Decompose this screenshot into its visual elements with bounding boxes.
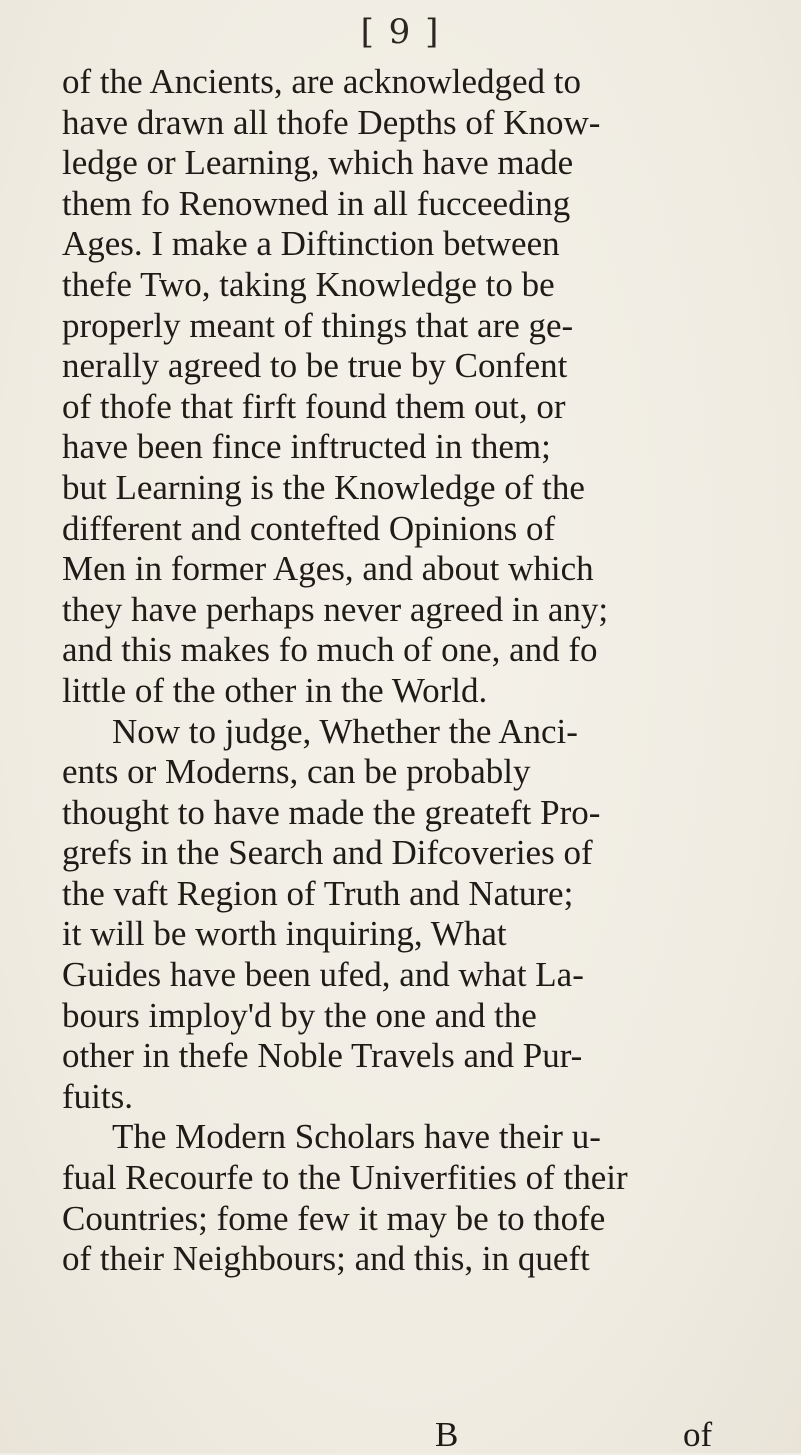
catchword: of [683,1415,713,1454]
text-line: other in thefe Noble Travels and Pur- [62,1036,583,1076]
text-line: Men in former Ages, and about which [62,549,594,589]
text-line: but Learning is the Knowledge of the [62,467,585,507]
text-line: they have perhaps never agreed in any; [62,589,609,629]
text-line: different and contefted Opinions of [62,508,556,548]
text-line: Guides have been ufed, and what La- [62,955,584,995]
text-line: it will be worth inquiring, What [62,914,507,954]
signature-mark: B [435,1415,459,1454]
text-line: ents or Moderns, can be probably [62,752,531,792]
text-line: ledge or Learning, which have made [62,143,574,183]
text-line: of thofe that firft found them out, or [62,386,566,426]
page-number-header: [ 9 ] [360,12,441,52]
text-line: fual Recourfe to the Univerfities of their [62,1158,628,1198]
text-line: properly meant of things that are ge- [62,305,574,345]
text-line: of their Neighbours; and this, in queft [62,1239,590,1279]
paragraph-start-line: The Modern Scholars have their u- [112,1117,601,1157]
text-line: Ages. I make a Diftinction between [62,224,560,264]
text-line: the vaft Region of Truth and Nature; [62,873,574,913]
text-line: of the Ancients, are acknowledged to [62,62,581,101]
text-line: thought to have made the greateft Pro- [62,792,601,832]
text-line: fuits. [62,1076,133,1116]
paragraph-start-line: Now to judge, Whether the Anci- [112,711,578,751]
text-line: thefe Two, taking Knowledge to be [62,264,555,304]
body-text [62,62,762,1280]
text-line: them fo Renowned in all fucceeding [62,183,571,223]
text-line: nerally agreed to be true by Confent [62,346,568,386]
text-line: have been fince inftructed in them; [62,427,551,467]
text-line: bours imploy'd by the one and the [62,995,537,1035]
text-line: grefs in the Search and Difcoveries of [62,833,593,873]
text-line: little of the other in the World. [62,670,488,710]
text-line: have drawn all thofe Depths of Know- [62,102,601,142]
text-line: and this makes fo much of one, and fo [62,630,598,670]
text-line: Countries; fome few it may be to thofe [62,1198,606,1238]
